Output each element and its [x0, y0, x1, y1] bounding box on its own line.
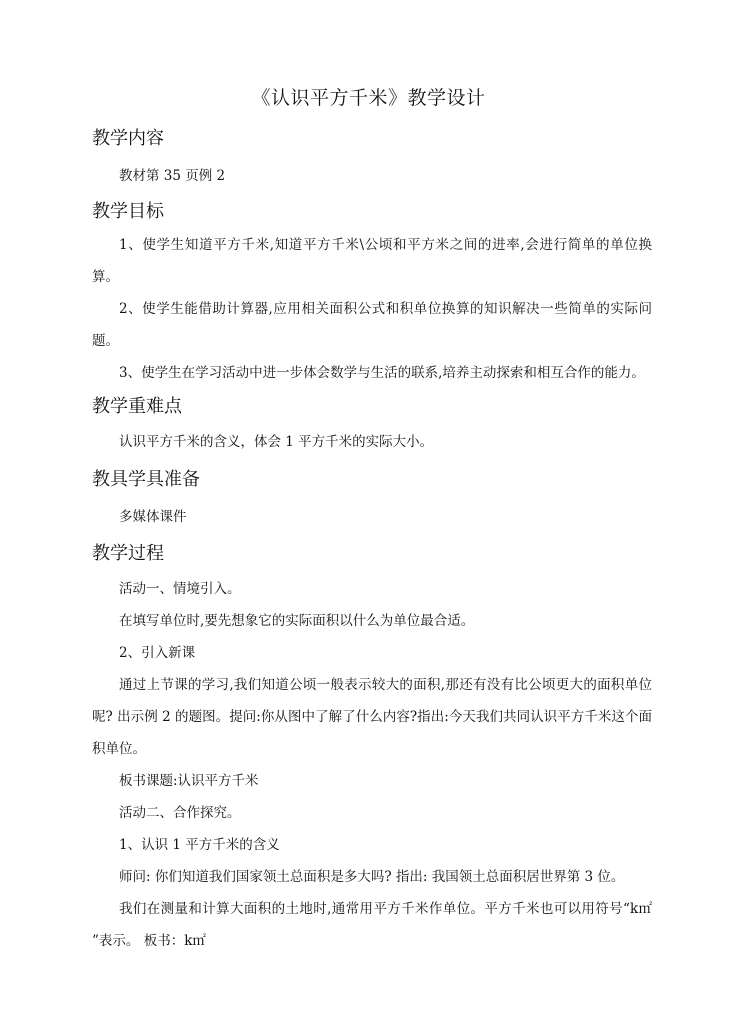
section-heading-key-points: 教学重难点 — [92, 396, 182, 417]
section-heading-content: 教学内容 — [92, 128, 164, 149]
section-heading-goals: 教学目标 — [92, 201, 164, 222]
document-title: 《认识平方千米》教学设计 — [251, 87, 486, 109]
key-points-text: 认识平方千米的含义，体会 1 平方千米的实际大小。 — [119, 434, 434, 450]
goal-item-2: 2、使学生能借助计算器,应用相关面积公式和积单位换算的知识解决一些简单的实际问题。 — [92, 301, 652, 349]
process-paragraph-7: 1、认识 1 平方千米的含义 — [119, 837, 280, 853]
process-paragraph-9: 我们在测量和计算大面积的土地时,通常用平方千米作单位。平方千米也可以用符号“k㎡ ”表示。 板书：k㎡ — [92, 901, 652, 949]
tools-text: 多媒体课件 — [119, 509, 187, 525]
process-paragraph-6: 活动二、合作探究。 — [119, 805, 241, 821]
goal-item-3: 3、使学生在学习活动中进一步体会数学与生活的联系,培养主动探索和相互合作的能力。 — [119, 365, 645, 381]
section-tools — [92, 467, 652, 533]
section-content — [92, 126, 652, 192]
process-paragraph-2: 在填写单位时,要先想象它的实际面积以什么为单位最合适。 — [119, 613, 475, 629]
section-key-points — [92, 394, 652, 458]
process-paragraph-1: 活动一、情境引入。 — [119, 581, 241, 597]
section-process — [92, 541, 652, 957]
process-paragraph-4: 通过上节课的学习,我们知道公顷一般表示较大的面积,那还有没有比公顷更大的面积单位呢? 出示例 2 的题图。提问:你从图中了解了什么内容?指出:今天我们共同认识平方千米这个面积单位。 — [92, 677, 652, 757]
section-goals — [92, 199, 652, 389]
process-paragraph-5: 板书课题:认识平方千米 — [119, 773, 259, 789]
section-heading-process: 教学过程 — [92, 543, 164, 564]
content-text: 教材第 35 页例 2 — [119, 168, 226, 184]
process-paragraph-3: 2、引入新课 — [119, 645, 196, 661]
goal-item-1: 1、使学生知道平方千米,知道平方千米\公顷和平方米之间的进率,会进行简单的单位换算。 — [92, 237, 652, 285]
section-heading-tools: 教具学具准备 — [92, 469, 200, 490]
process-paragraph-8: 师问: 你们知道我们国家领土总面积是多大吗? 指出: 我国领土总面积居世界第 3 位。 — [119, 869, 625, 885]
